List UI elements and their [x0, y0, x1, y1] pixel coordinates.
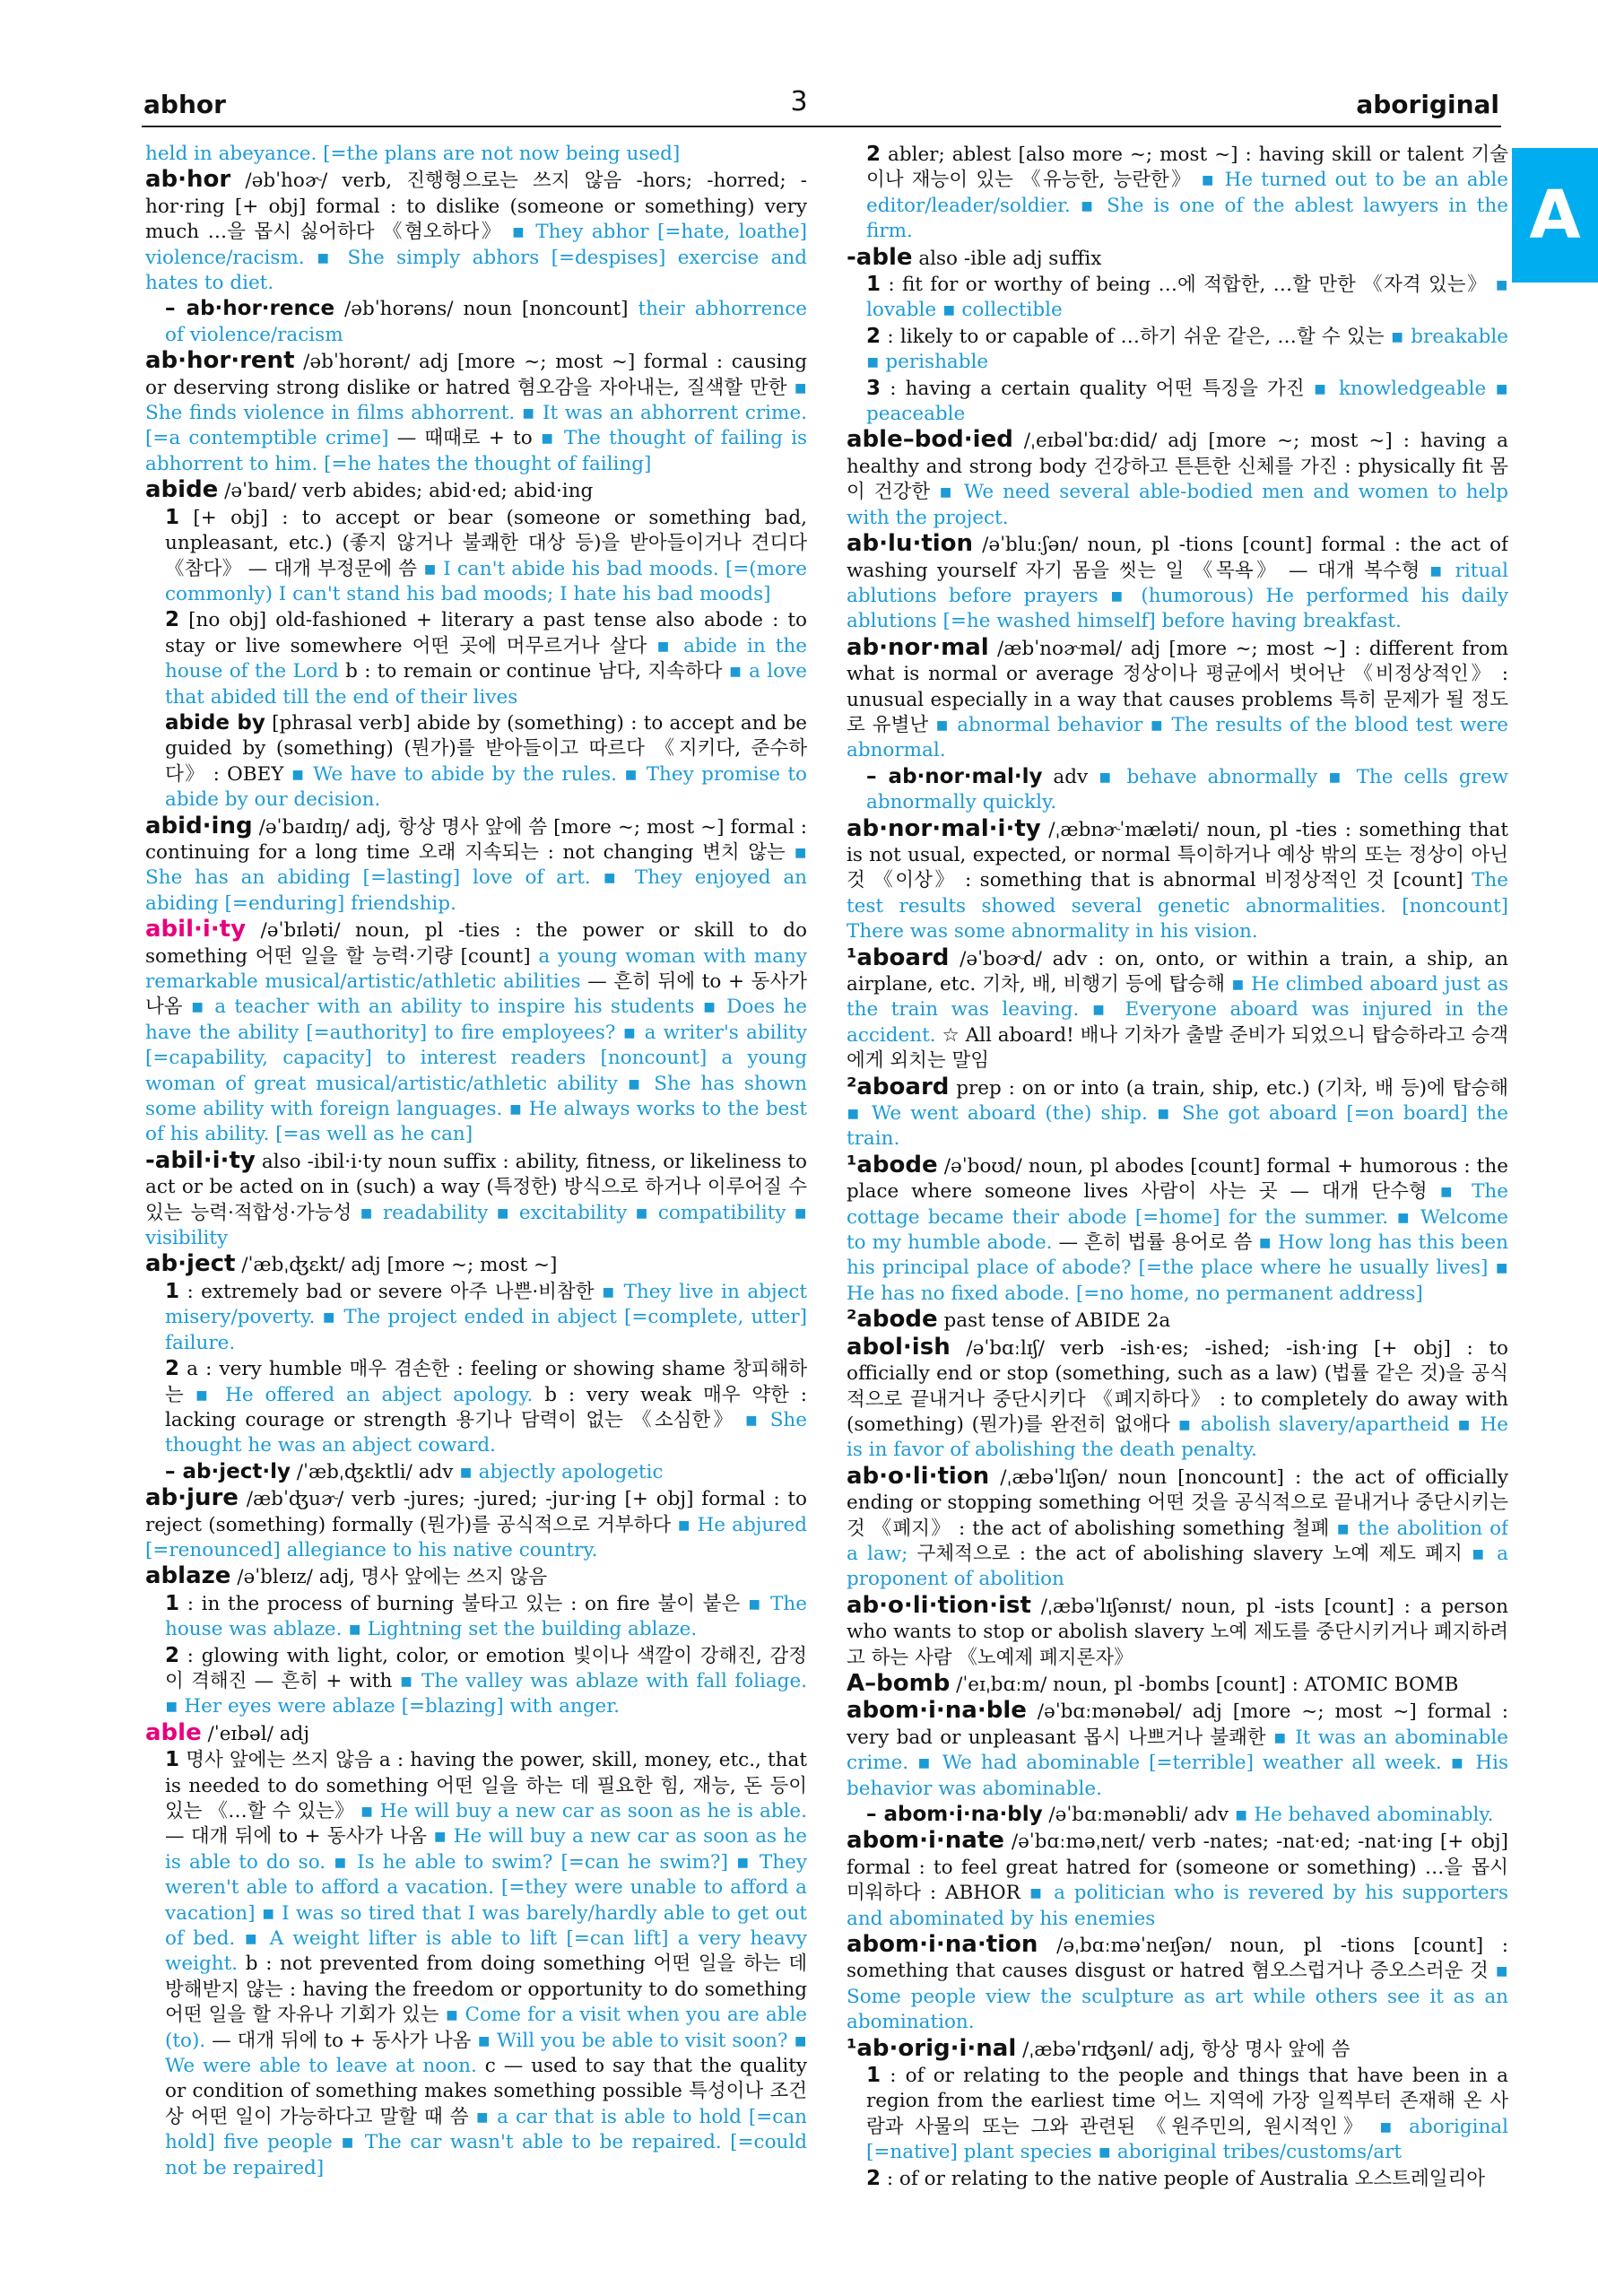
definition-text: adv: [1042, 765, 1099, 788]
definition-text: [+ obj] : to accept or bear (someone or something bad, unpleasant, etc.) (좋지 않거나 불쾌한 대상 등)을 받아들이거나 견디다 《참다》 — 대개 부정문에 씀: [165, 506, 807, 580]
sense-block: [847, 2166, 1508, 2192]
example-text: ▪ She thought he was an abject coward.: [165, 1408, 807, 1457]
dictionary-entry: [145, 1563, 807, 1590]
example-text: ▪ the abolition of a law;: [847, 1517, 1508, 1565]
definition-text: : extremely bad or severe 아주 나쁜·비참한: [179, 1280, 602, 1303]
headword: abil·i·ty: [145, 916, 247, 944]
sub-entry: [847, 764, 1508, 816]
dictionary-entry: [847, 1593, 1508, 1671]
definition-text: [phrasal verb] abide by (something) : to accept and be guided by (something) (뭔가)를 받아들이고 따르다 《지키다, 준수하다》 : OBEY: [165, 711, 807, 786]
headword: ab·o·li·tion·ist: [847, 1591, 1031, 1619]
example-text: ▪ They abhor [=hate, loathe] violence/racism. ▪ She simply abhors [=despises] exercise and hates to diet.: [145, 221, 807, 295]
headword: A–bomb: [847, 1669, 951, 1697]
headword: ablaze: [145, 1562, 231, 1590]
headword: ab·nor·mal·i·ty: [847, 814, 1041, 842]
header-rule: [142, 126, 1501, 127]
example-text: ▪ He turned out to be an able editor/leader/soldier. ▪ She is one of the ablest lawyers in the firm.: [866, 169, 1508, 243]
sense-block: [847, 2063, 1508, 2166]
definition-text: /əˌbɑːməˈneɪʃən/ noun, pl -tions [count] : something that causes disgust or hatred 혐오스럽거나 증오스러운 것: [847, 1935, 1508, 1983]
definition-text: /æbˈʤuɚ/ verb -jures; -jured; -jur·ing [+ obj] formal : to reject (something) formally (뭔가)를 공식적으로 거부하다: [145, 1488, 807, 1536]
letter-tab[interactable]: A: [1512, 148, 1598, 283]
definition-text: — 흔히 법률 용어로 씀: [1052, 1231, 1259, 1255]
definition-text: : in the process of burning 불타고 있는 : on fire 불이 붙은: [179, 1592, 748, 1615]
sense-number: 2: [165, 608, 180, 632]
sub-headword: – ab·ject·ly: [165, 1459, 291, 1483]
headword: ¹ab·orig·i·nal: [847, 2034, 1017, 2062]
sense-number: 1: [866, 2064, 882, 2088]
headword: ²abode: [847, 1306, 938, 1334]
example-text: ▪ How long has this been his principal place of abode? [=the place where he usually lives] ▪ He has no fixed abode. [=no home, no permanent address]: [847, 1231, 1508, 1305]
definition-text: ☆ All aboard! 배나 기차가 출발 준비가 되었으니 탑승하라고 승객에게 외치는 말임: [847, 1023, 1508, 1073]
example-text: ▪ The thought of failing is abhorrent to him. [=he hates the thought of failing]: [145, 427, 807, 475]
headword: abom·i·na·tion: [847, 1931, 1038, 1959]
sense-number: 2: [165, 1357, 180, 1381]
definition-text: /əˈbleɪz/ adj, 명사 앞에는 쓰지 않음: [230, 1566, 548, 1589]
example-text: ▪ We went aboard (the) ship. ▪ She got aboard [=on board] the train.: [847, 1102, 1508, 1151]
example-text: ▪ abjectly apologetic: [459, 1460, 664, 1483]
sub-entry: [847, 1802, 1508, 1828]
sense-number: 2: [866, 2166, 882, 2190]
example-text: ▪ aboriginal [=native] plant species ▪ aboriginal tribes/customs/art: [866, 2115, 1508, 2164]
sense-number: 1: [165, 1748, 180, 1772]
headword: ²aboard: [847, 1073, 950, 1100]
sub-headword: abide by: [165, 710, 265, 735]
page-number: 3: [790, 86, 808, 117]
definition-text: c — used to say that the quality or condition of something makes something possible 특성이나 조건상 어떤 일이 가능하다고 말할 때 씀: [165, 2055, 807, 2128]
dictionary-entry: [847, 1828, 1508, 1932]
column-left: [145, 142, 807, 2200]
headword: ¹abode: [847, 1151, 938, 1178]
definition-text: /æbˈnoɚməl/ adj [more ~; most ~] : different from what is normal or average 정상이나 평균에서 벗어난 《비정상적인》 : unusual especially in a way that causes problems 특히 문제가 될 정도로 유별난: [847, 637, 1508, 736]
dictionary-entry: [847, 816, 1508, 945]
headword: -abil·i·ty: [145, 1146, 256, 1174]
example-text: ▪ We need several able-bodied men and women to help with the project.: [847, 481, 1508, 529]
definition-text: /ˌæbəˈlɪʃən/ noun [noncount] : the act of officially ending or stopping something 어떤 것을 공식적으로 끝내거나 중단시키는 것 《폐지》 : the act of abolishing something 철폐: [847, 1465, 1508, 1540]
sense-number: 2: [866, 324, 882, 348]
definition-text: : likely to or capable of …하기 쉬운 같은, …할 수 있는: [881, 325, 1391, 348]
entry-continuation: [145, 142, 807, 167]
headword: abom·i·na·ble: [847, 1697, 1027, 1725]
column-right: [847, 142, 1508, 2200]
example-text: ▪ The house was ablaze. ▪ Lightning set the building ablaze.: [165, 1592, 807, 1641]
dictionary-entry: [145, 917, 807, 1148]
sense-block: [847, 376, 1508, 428]
dictionary-entry: [145, 813, 807, 918]
headword: abom·i·nate: [847, 1827, 1004, 1855]
definition-text: abler; ablest [also more ~; most ~] : having skill or talent 기술이나 재능이 있는 《유능한, 능란한》: [866, 144, 1508, 192]
example-text: ▪ She finds violence in films abhorrent. ▪ It was an abhorrent crime. [=a contemptible crime]: [145, 376, 807, 450]
dictionary-entry: [847, 1671, 1508, 1698]
dictionary-entry: [847, 945, 1508, 1074]
sense-block: [145, 607, 807, 710]
dictionary-entry: [847, 1074, 1508, 1152]
sense-number: 1: [165, 1591, 180, 1615]
dictionary-entry: [847, 531, 1508, 635]
dictionary-entry: [847, 1932, 1508, 2036]
definition-text: /əˈbɑːməˌneɪt/ verb -nates; -nat·ed; -nat·ing [+ obj] formal : to feel great hatred for (someone or something) …을 몹시 미워하다 : ABHOR: [847, 1831, 1508, 1905]
example-text: ▪ It was an abominable crime. ▪ We had abominable [=terrible] weather all week. ▪ His behavior was abominable.: [847, 1726, 1508, 1800]
example-text: a young woman with many remarkable musical/artistic/athletic abilities: [145, 944, 807, 993]
example-text: ▪ We have to abide by the rules. ▪ They promise to abide by our decision.: [165, 762, 807, 812]
example-text: ▪ He will buy a new car as soon as he is able to do so. ▪ Is he able to swim? [=can he swim?] ▪ They weren't able to afford a vacation. [=they were unable to afford a vacation] ▪ I was so tired that I was barely/hardly able to get out of bed. ▪ A weight lifter is able to lift [=can lift] a very heavy weight.: [165, 1825, 807, 1976]
sense-block: [847, 324, 1508, 376]
sense-block: [145, 1356, 807, 1459]
definition-text: — 대개 뒤에 to + 동사가 나옴: [165, 1825, 434, 1848]
example-text: ▪ abolish slavery/apartheid ▪ He is in favor of abolishing the death penalty.: [847, 1413, 1508, 1462]
dictionary-entry: [847, 2036, 1508, 2063]
definition-text: /ˌæbəˈlɪʃənɪst/ noun, pl -ists [count] : a person who wants to stop or abolish slavery 노예 제도를 중단시키거나 폐지하려고 하는 사람 《노예제 폐지론자》: [847, 1595, 1508, 1669]
dictionary-entry: [847, 245, 1508, 272]
dictionary-entry: [145, 1148, 807, 1252]
definition-text: — 흔히 뒤에 to + 동사가 나옴: [145, 970, 807, 1019]
definition-text: b : to remain or continue 남다, 지속하다: [338, 660, 729, 683]
example-text: ▪ abnormal behavior ▪ The results of the blood test were abnormal.: [847, 713, 1508, 762]
definition-text: — 때때로 + to: [388, 427, 541, 450]
sub-entry: [145, 710, 807, 813]
definition-text: : glowing with light, color, or emotion 빛이나 색깔이 강해진, 감정이 격해진 — 흔히 + with: [165, 1644, 807, 1692]
headword: abid·ing: [145, 812, 253, 839]
definition-text: also -ibil·i·ty noun suffix : ability, fitness, or likeliness to act or be acted on in (such) a way (특정한) 방식으로 하거나 이루어질 수 있는 능력·적합성·가능성: [145, 1150, 807, 1224]
headword: able: [145, 1718, 202, 1746]
headword: ab·jure: [145, 1484, 239, 1512]
definition-text: /əˈbɑːmənəbəl/ adj [more ~; most ~] formal : very bad or unpleasant 몹시 나쁘거나 불쾌한: [847, 1700, 1508, 1749]
example-text: ▪ She has an abiding [=lasting] love of art. ▪ They enjoyed an abiding [=enduring] friendship.: [145, 840, 807, 915]
headword: ab·lu·tion: [847, 530, 974, 558]
headword: ab·o·li·tion: [847, 1462, 990, 1490]
example-text: ▪ a proponent of abolition: [847, 1542, 1508, 1591]
sense-block: [145, 505, 807, 608]
example-text: ▪ knowledgeable ▪ peaceable: [866, 377, 1508, 426]
sense-block: [145, 1279, 807, 1356]
definition-text: /ˌæbəˈrɪʤənl/ adj, 항상 명사 앞에 씀: [1016, 2038, 1350, 2061]
example-text: ▪ behave abnormally ▪ The cells grew abnormally quickly.: [866, 765, 1508, 814]
definition-text: — 대개 뒤에 to + 동사가 나옴: [205, 2029, 478, 2052]
guide-word-left: abhor: [143, 90, 226, 119]
example-text: ▪ a love that abided till the end of their lives: [165, 660, 807, 709]
definition-text: /əbˈhoɚ/ verb, 진행형으로는 쓰지 않음 -hors; -horred; -hor·ring [+ obj] formal : to dislike (someone or something) very much …을 몹시 싫어하다 《혐오하다》: [145, 170, 807, 244]
definition-text: 명사 앞에는 쓰지 않음 a : having the power, skill, money, etc., that is needed to do something 어떤 일을 하는 데 필요한 힘, 재능, 돈 등이 있는 《…할 수 있는》: [165, 1749, 807, 1822]
definition-text: /ˈæbˌʤɛktli/ adv: [290, 1460, 460, 1483]
sense-block: [145, 1591, 807, 1643]
example-text: ▪ He behaved abominably.: [1234, 1804, 1494, 1826]
example-text: ▪ The cottage became their abode [=home] for the summer. ▪ Welcome to my humble abode.: [847, 1180, 1508, 1255]
sense-number: 2: [866, 143, 882, 166]
definition-text: /ˈæbˌʤɛkt/ adj [more ~; most ~]: [235, 1254, 558, 1277]
sense-number: 1: [866, 273, 882, 297]
example-text: ▪ Some people view the sculpture as art while others see it as an abomination.: [847, 1960, 1508, 2034]
definition-text: [no obj] old-fashioned + literary a past tense also abode : to stay or live somewhere 어떤 곳에 머무르거나 살다: [165, 609, 807, 657]
sense-block: [145, 1747, 807, 2181]
sense-number: 2: [165, 1643, 180, 1667]
definition-text: b : not prevented from doing something 어떤 일을 하는 데 방해받지 않는 : having the freedom or opportunity to do something 어떤 일을 할 자유나 기회가 있는: [165, 1952, 807, 2027]
example-text: ▪ He offered an abject apology.: [195, 1383, 534, 1406]
headword: able–bod·ied: [847, 426, 1013, 454]
example-text: ▪ breakable ▪ perishable: [866, 325, 1508, 374]
example-text: ▪ lovable ▪ collectible: [866, 274, 1508, 322]
definition-text: : having a certain quality 어떤 특징을 가진: [881, 377, 1314, 400]
headword: ab·ject: [145, 1250, 236, 1278]
sub-entry: [145, 296, 807, 348]
dictionary-entry: [847, 1307, 1508, 1334]
sub-headword: – abom·i·na·bly: [866, 1803, 1043, 1826]
headword: ab·hor·rent: [145, 347, 295, 375]
sense-number: 1: [165, 505, 180, 529]
definition-text: /əˈbaɪdɪŋ/ adj, 항상 명사 앞에 씀 [more ~; most ~] formal : continuing for a long time 오래 지속되는 : not changing 변치 않는: [145, 815, 807, 864]
example-text: ▪ ritual ablutions before prayers ▪ (humorous) He performed his daily ablutions [=he washed himself] before having breakfast.: [847, 559, 1508, 633]
definition-text: /əˈbɑːmənəbli/ adv: [1042, 1804, 1235, 1826]
sense-block: [847, 272, 1508, 324]
example-text: ▪ I can't abide his bad moods. [=(more commonly) I can't stand his bad moods; I hate his bad moods]: [165, 557, 807, 605]
example-text: ▪ a teacher with an ability to inspire his students ▪ Does he have the ability [=authority] to fire employees? ▪ a writer's ability [=capability, capacity] to interest readers [noncount] a young woman of great musical/artistic/athletic ability ▪ She has shown some ability with foreign languages. ▪ He always works to the best of his ability. [=as well as he can]: [145, 996, 807, 1146]
headword: ab·hor: [145, 166, 231, 194]
definition-text: /əˈbɪləti/ noun, pl -ties : the power or skill to do something 어떤 일을 할 능력·기량 [count]: [145, 919, 807, 968]
definition-text: /ˌæbnɚˈmæləti/ noun, pl -ties : something that is not usual, expected, or normal 특이하거나 예상 밖의 또는 정상이 아닌 것 《이상》 : something that is abnormal 비정상적인 것 [count]: [847, 818, 1508, 892]
dictionary-entry: [847, 1464, 1508, 1593]
headword: ab·nor·mal: [847, 633, 989, 661]
dictionary-entry: [847, 427, 1508, 531]
example-text: ▪ abide in the house of the Lord: [165, 634, 807, 683]
dictionary-entry: [847, 1152, 1508, 1307]
example-text: ▪ Come for a visit when you are able (to).: [165, 2004, 807, 2052]
example-text: their abhorrence of violence/racism: [165, 298, 807, 346]
sense-number: 1: [165, 1279, 180, 1303]
example-text: ▪ a car that is able to hold [=can hold] five people ▪ The car wasn't able to be repaired. [=could not be repaired]: [165, 2105, 807, 2179]
sub-entry: [145, 1459, 807, 1485]
example-text: ▪ He climbed aboard just as the train was leaving. ▪ Everyone aboard was injured in the accident.: [847, 973, 1508, 1047]
definition-text: /əˈboɚd/ adv : on, onto, or within a train, a ship, an airplane, etc. 기차, 배, 비행기 등에 탑승해: [847, 947, 1508, 996]
headword: abide: [145, 476, 219, 504]
sub-headword: – ab·nor·mal·ly: [866, 764, 1043, 788]
sub-headword: – ab·hor·rence: [165, 297, 335, 321]
definition-text: a : very humble 매우 겸손한 : feeling or showing shame 창피해하는: [165, 1358, 807, 1406]
definition-text: /əbˈhorənt/ adj [more ~; most ~] formal : causing or deserving strong dislike or hatred 혐오감을 자아내는, 질색할 만한: [145, 351, 807, 399]
definition-text: : fit for or worthy of being …에 적합한, …할 만한 《자격 있는》: [881, 274, 1496, 297]
dictionary-entry: [145, 477, 807, 504]
headword: -able: [847, 243, 913, 271]
example-text: held in abeyance. [=the plans are not now being used]: [145, 143, 681, 165]
example-text: ▪ They live in abject misery/poverty. ▪ The project ended in abject [=complete, utter] failure.: [165, 1280, 807, 1354]
definition-text: /əˈbaɪd/ verb abides; abid·ed; abid·ing: [218, 480, 594, 503]
example-text: ▪ He abjured [=renounced] allegiance to his native country.: [145, 1513, 807, 1561]
dictionary-entry: [145, 1251, 807, 1278]
definition-text: /ˈeɪbəl/ adj: [201, 1722, 309, 1745]
definition-text: /əˈbluːʃən/ noun, pl -tions [count] formal : the act of washing yourself 자기 몸을 씻는 일 《목욕》 — 대개 복수형: [847, 534, 1508, 582]
example-text: The test results showed several genetic abnormalities. [noncount] There was some abnormality in his vision.: [847, 869, 1508, 944]
definition-text: /əbˈhorəns/ noun [noncount]: [334, 298, 638, 321]
dictionary-entry: [145, 167, 807, 296]
dictionary-entry: [145, 348, 807, 477]
definition-text: prep : on or into (a train, ship, etc.) (기차, 배 등)에 탑승해: [949, 1076, 1508, 1100]
definition-text: /ˌeɪbəlˈbɑːdid/ adj [more ~; most ~] : having a healthy and strong body 건강하고 튼튼한 신체를 가진 : physically fit 몸이 건강한: [847, 430, 1508, 504]
definition-text: b : very weak 매우 약한 : lacking courage or strength 용기나 담력이 없는 《소심한》: [165, 1383, 807, 1431]
headword: ¹aboard: [847, 944, 950, 971]
definition-text: 구체적으로 : the act of abolishing slavery 노예 제도 폐지: [908, 1542, 1472, 1565]
dictionary-entry: [145, 1485, 807, 1563]
dictionary-entry: [145, 1720, 807, 1747]
example-text: ▪ Will you be able to visit soon? ▪ We were able to leave at noon.: [165, 2029, 807, 2078]
definition-text: : of or relating to the people and things that have been in a region from the earliest time 어느 지역에 가장 일찍부터 존재해 온 사람과 사물의 또는 그와 관련된 《원주민의, 원시적인》: [866, 2065, 1508, 2138]
dictionary-entry: [847, 1698, 1508, 1802]
headword: abol·ish: [847, 1333, 951, 1361]
example-text: ▪ He will buy a new car as soon as he is able.: [360, 1800, 807, 1822]
example-text: ▪ a politician who is revered by his supporters and abominated by his enemies: [847, 1882, 1508, 1930]
definition-text: /ˈeɪˌbɑːm/ noun, pl -bombs [count] : ATOMIC BOMB: [950, 1673, 1459, 1696]
definition-text: also -ible adj suffix: [912, 247, 1102, 270]
guide-word-right: aboriginal: [1356, 90, 1499, 119]
dictionary-entry: [847, 635, 1508, 764]
definition-text: past tense of ABIDE 2a: [937, 1309, 1171, 1333]
definition-text: /əˈbɑːlɪʃ/ verb -ish·es; -ished; -ish·ing [+ obj] : to officially end or stop (something, such as a law) (법률 같은 것)을 공식적으로 끝내거나 중단시키다 《폐지하다》 : to completely do away with (something) (뭔가)를 완전히 없애다: [847, 1336, 1508, 1436]
example-text: ▪ The valley was ablaze with fall foliage. ▪ Her eyes were ablaze [=blazing] with anger.: [165, 1669, 807, 1718]
example-text: ▪ readability ▪ excitability ▪ compatibility ▪ visibility: [145, 1201, 807, 1250]
sense-number: 3: [866, 376, 882, 400]
dictionary-entry: [847, 1335, 1508, 1464]
sense-block: [847, 142, 1508, 245]
sense-block: [145, 1643, 807, 1720]
definition-text: : of or relating to the native people of Australia 오스트레일리아: [881, 2167, 1486, 2190]
definition-text: /əˈboʊd/ noun, pl abodes [count] formal + humorous : the place where someone lives 사람이 사는 곳 — 대개 단수형: [847, 1154, 1508, 1204]
